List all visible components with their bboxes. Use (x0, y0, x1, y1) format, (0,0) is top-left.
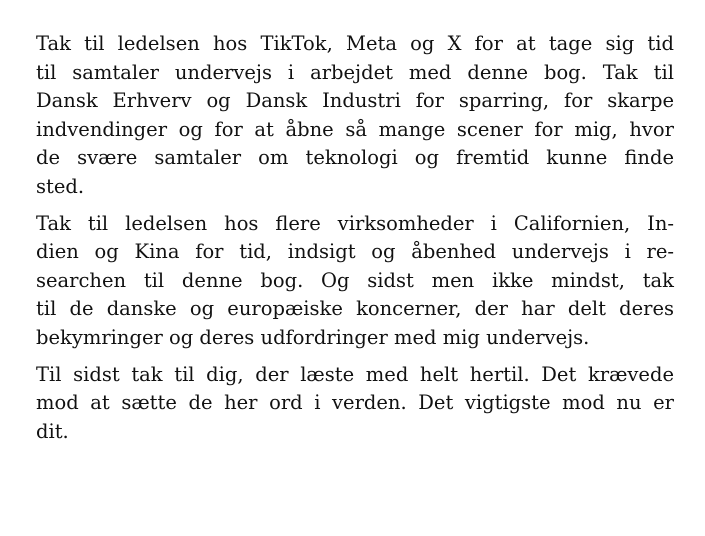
text-line: de svære samtaler om teknologi og fremtid kunne finde (36, 146, 674, 170)
text-line: Tak til ledelsen hos flere virksomheder i Californien, In- (36, 211, 674, 235)
text-line: Dansk Erhverv og Dansk Industri for sparring, for skarpe (36, 89, 674, 113)
paragraph-3 (36, 361, 674, 447)
acknowledgements-text (36, 30, 674, 454)
text-line: Tak til ledelsen hos TikTok, Meta og X for at tage sig tid (36, 32, 674, 55)
text-line: til samtaler undervejs i arbejdet med denne bog. Tak til (36, 60, 674, 84)
text-line: Til sidst tak til dig, der læste med helt hertil. Det krævede (36, 362, 674, 386)
paragraph-2 (36, 210, 674, 353)
text-line: til de danske og europæiske koncerner, der har delt deres (36, 297, 674, 321)
text-line: indvendinger og for at åbne så mange scener for mig, hvor (36, 117, 674, 141)
paragraph-1 (36, 30, 674, 202)
text-line: searchen til denne bog. Og sidst men ikke mindst, tak (36, 268, 674, 292)
text-line: dien og Kina for tid, indsigt og åbenhed undervejs i re- (36, 240, 674, 264)
text-line: mod at sætte de her ord i verden. Det vigtigste mod nu er (36, 391, 674, 415)
text-line: sted. (36, 174, 85, 198)
text-line: bekymringer og deres udfordringer med mig undervejs. (36, 325, 590, 349)
text-line: dit. (36, 419, 69, 443)
